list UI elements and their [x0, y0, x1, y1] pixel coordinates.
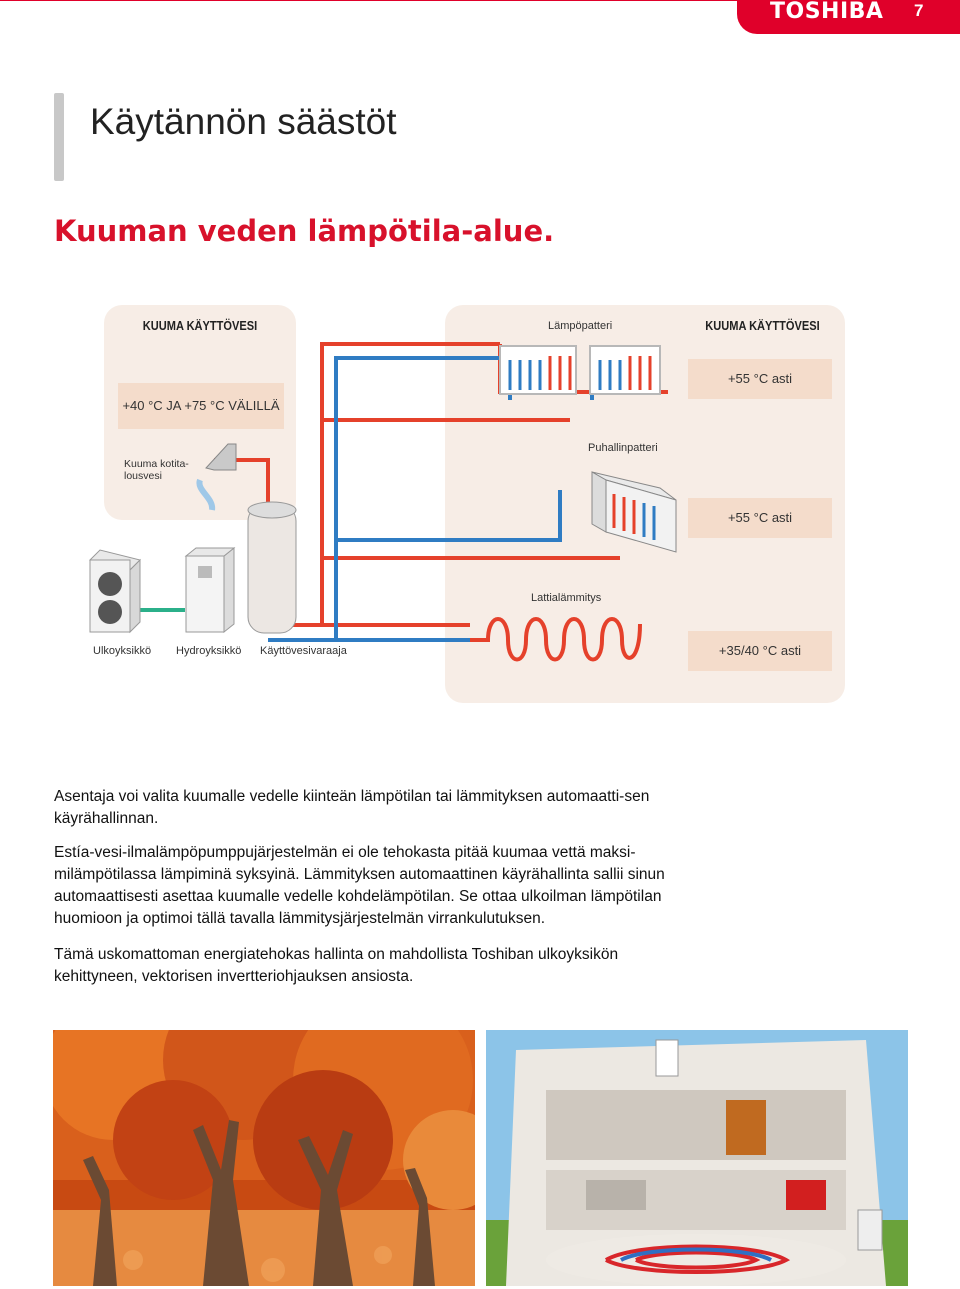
outdoor-unit-icon — [90, 550, 140, 632]
fan-coil-icon — [592, 472, 676, 552]
autumn-trees-image — [53, 1030, 475, 1286]
tank-label: Käyttövesivaraaja — [260, 645, 347, 657]
floor-coil-icon — [470, 619, 640, 660]
house-cutaway-image — [486, 1030, 908, 1286]
outdoor-unit-label: Ulkoyksikkö — [93, 645, 152, 657]
paragraph-1: Asentaja voi valita kuumalle vedelle kiinteän lämpötilan tai lämmityksen automaatti-sen käyrähallinnan. — [54, 788, 650, 827]
house-cutaway-art — [486, 1030, 908, 1286]
fan-coil-temp: +55 °C asti — [727, 510, 793, 525]
hot-water-label: Kuuma kotita- lousvesi — [124, 458, 189, 482]
radiator-temp: +55 °C asti — [727, 371, 793, 386]
page-title: Käytännön säästöt — [90, 101, 397, 142]
left-range-text: +40 °C JA +75 °C VÄLILLÄ — [122, 398, 280, 413]
tank-icon — [248, 502, 296, 633]
hydro-unit-icon — [186, 548, 234, 632]
hydro-unit-label: Hydroyksikkö — [176, 645, 242, 657]
radiator-label: Lämpöpatteri — [548, 320, 613, 332]
radiator-icon — [500, 346, 660, 394]
paragraph-3: Tämä uskomattoman energiatehokas hallinta on mahdollista Toshiban ulkoyksikön kehittyneen, vektorisen invertteriohjauksen ansiosta. — [54, 946, 619, 985]
floor-label: Lattialämmitys — [531, 592, 602, 604]
page-number: 7 — [914, 1, 924, 20]
cold-pipes — [268, 358, 592, 640]
left-heading: KUUMA KÄYTTÖVESI — [142, 318, 258, 333]
brand-logo: TOSHIBA — [770, 0, 884, 24]
floor-temp: +35/40 °C asti — [718, 643, 802, 658]
fan-coil-label: Puhallinpatteri — [588, 442, 658, 454]
right-heading: KUUMA KÄYTTÖVESI — [705, 318, 820, 333]
tap-icon — [199, 444, 236, 510]
paragraph-2: Estía-vesi-ilmalämpöpumppujärjestelmän ei ole tehokasta pitää kuumaa vettä maksi-milämpötilassa lämpiminä syksyinä. Lämmityksen automaattinen käyrähallinta sallii sinun automaattisesti asettaa kuumalle vedelle kohdelämpötilan. Se ottaa ulkoilman lämpötilan huomioon ja optimoi tällä tavalla lämmitysjärjestelmän virrankulutuksen. — [54, 844, 665, 927]
autumn-trees-art — [53, 1030, 475, 1286]
section-subtitle: Kuuman veden lämpötila-alue. — [54, 214, 555, 248]
